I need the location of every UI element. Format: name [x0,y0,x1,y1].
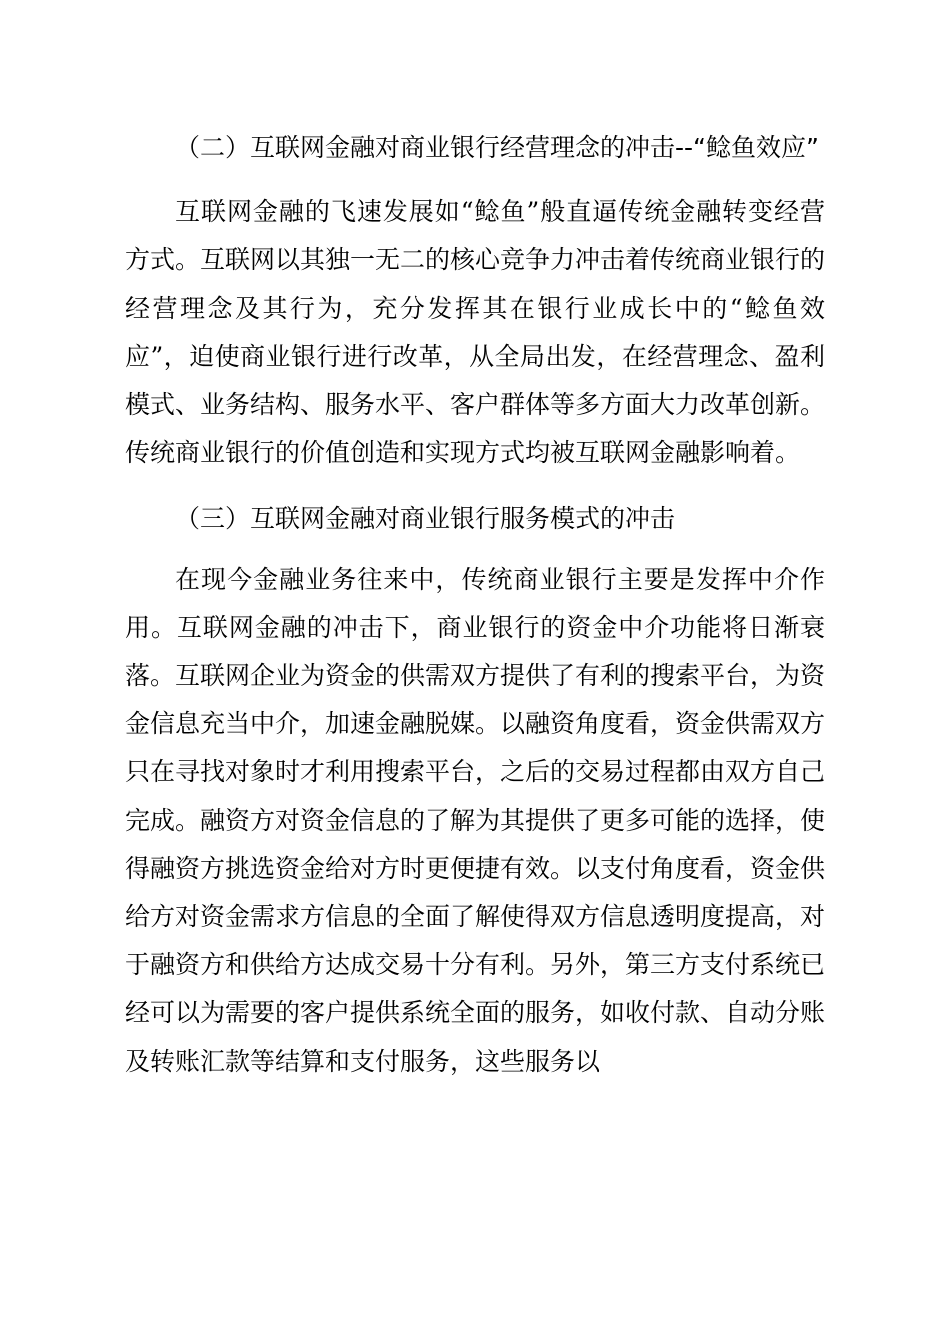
section-heading-3: （三）互联网金融对商业银行服务模式的冲击 [175,504,676,534]
body-paragraph-2: 在现今金融业务往来中，传统商业银行主要是发挥中介作用。互联网金融的冲击下，商业银行的资金中介功能将日渐衰落。互联网企业为资金的供需双方提供了有利的搜索平台，为资金信息充当中介，加速金融脱媒。以融资角度看，资金供需双方只在寻找对象时才利用搜索平台，之后的交易过程都由双方自己完成。融资方对资金信息的了解为其提供了更多可能的选择，使得融资方挑选资金给对方时更便捷有效。以支付角度看，资金供给方对资金需求方信息的全面了解使得双方信息透明度提高，对于融资方和供给方达成交易十分有利。另外，第三方支付系统已经可以为需要的客户提供系统全面的服务，如收付款、自动分账及转账汇款等结算和支付服务，这些服务以 [125,564,826,1076]
body-paragraph-1: 互联网金融的飞速发展如“鲶鱼”般直逼传统金融转变经营方式。互联网以其独一无二的核心竞争力冲击着传统商业银行的经营理念及其行为，充分发挥其在银行业成长中的“鲶鱼效应”，迫使商业银行进行改革，从全局出发，在经营理念、盈利模式、业务结构、服务水平、客户群体等多方面大力改革创新。传统商业银行的价值创造和实现方式均被互联网金融影响着。 [125,197,826,468]
document-body [125,124,825,1086]
section-heading-2: （二）互联网金融对商业银行经营理念的冲击--“鲶鱼效应” [175,133,819,162]
